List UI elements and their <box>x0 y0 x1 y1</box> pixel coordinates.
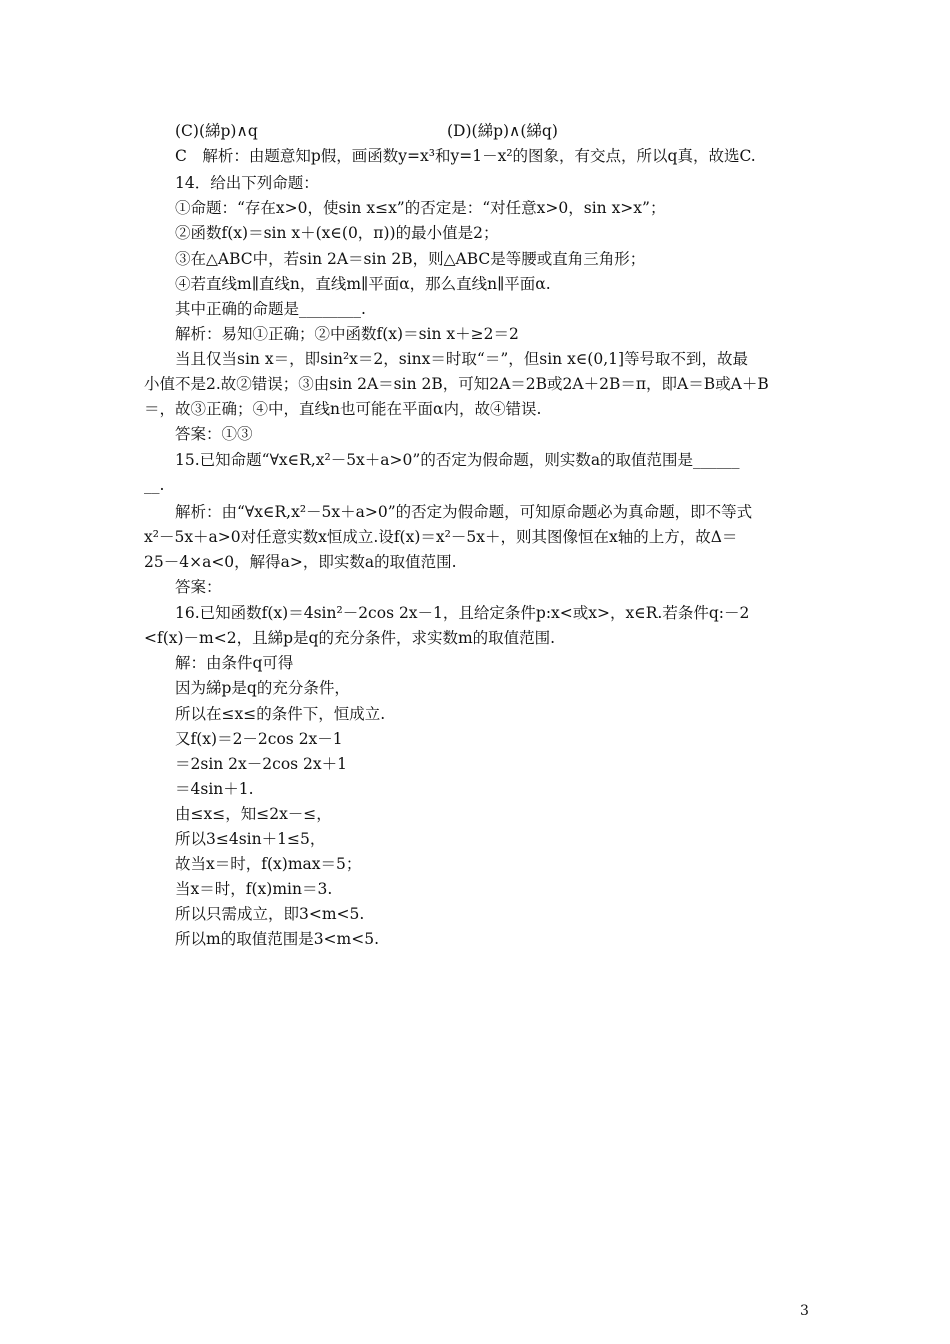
q14-analysis-4: ＝，故③正确；④中，直线n也可能在平面α内，故④错误. <box>144 400 542 418</box>
page-number: 3 <box>800 1303 809 1319</box>
q16-solution-5: ＝2sin 2x－2cos 2x＋1 <box>175 755 348 773</box>
q14-item-4: ④若直线m∥直线n，直线m∥平面α，那么直线n∥平面α. <box>175 275 551 293</box>
q16-solution-12: 所以m的取值范围是3<m<5. <box>175 930 380 948</box>
q14-answer: 答案：①③ <box>175 425 253 443</box>
q16-solution-9: 故当x＝时，f(x)max＝5； <box>175 855 362 873</box>
q15-analysis-3: 25－4×a<0，解得a>，即实数a的取值范围. <box>144 553 457 571</box>
q14-item-1: ①命题：“存在x>0，使sin x≤x”的否定是：“对任意x>0，sin x>x”； <box>175 199 666 217</box>
q14-analysis-3: 小值不是2.故②错误；③由sin 2A＝sin 2B，可知2A＝2B或2A＋2B＝π，即A＝B或A＋B <box>144 375 769 393</box>
q14-analysis-1: 解析：易知①正确；②中函数f(x)＝sin x＋≥2＝2 <box>175 325 519 343</box>
q16-solution-8: 所以3≤4sin＋1≤5， <box>175 830 326 848</box>
q16-solution-6: ＝4sin＋1. <box>175 780 254 798</box>
q16-solution-3: 所以在≤x≤的条件下，恒成立. <box>175 705 386 723</box>
q16-solution-4: 又f(x)＝2－2cos 2x－1 <box>175 730 343 748</box>
q16-solution-2: 因为綈p是q的充分条件， <box>175 679 350 697</box>
option-c: (C)(綈p)∧q <box>175 122 258 140</box>
option-d: (D)(綈p)∧(綈q) <box>447 122 558 140</box>
q14-stem: 14．给出下列命题： <box>175 174 319 192</box>
q16-solution-7: 由≤x≤，知≤2x－≤， <box>175 805 332 823</box>
q14-item-3: ③在△ABC中，若sin 2A＝sin 2B，则△ABC是等腰或直角三角形； <box>175 250 646 268</box>
q13-solution: C 解析：由题意知p假，画函数y=x³和y=1－x²的图象，有交点，所以q真，故选C. <box>175 147 756 165</box>
q15-analysis-1: 解析：由“∀x∈R,x²－5x＋a>0”的否定为假命题，可知原命题必为真命题，即不等式 <box>175 503 753 521</box>
q14-ask: 其中正确的命题是________. <box>175 300 366 318</box>
q14-analysis-2: 当且仅当sin x＝，即sin²x＝2，sinx＝时取“＝”，但sin x∈(0,1]等号取不到，故最 <box>175 350 749 368</box>
q15-analysis-2: x²－5x＋a>0对任意实数x恒成立.设f(x)＝x²－5x＋，则其图像恒在x轴的上方，故Δ＝ <box>144 528 738 546</box>
q15-stem-1: 15.已知命题“∀x∈R,x²－5x＋a>0”的否定为假命题，则实数a的取值范围是______ <box>175 451 740 469</box>
q16-stem-2: <f(x)－m<2，且綈p是q的充分条件，求实数m的取值范围. <box>144 629 556 647</box>
q16-stem-1: 16.已知函数f(x)＝4sin²－2cos 2x－1，且给定条件p:x<或x>，x∈R.若条件q:－2 <box>175 604 750 622</box>
q16-solution-11: 所以只需成立，即3<m<5. <box>175 905 365 923</box>
q15-stem-2: __. <box>144 476 165 494</box>
q16-solution-10: 当x＝时，f(x)min＝3. <box>175 880 333 898</box>
q14-item-2: ②函数f(x)＝sin x＋(x∈(0，π))的最小值是2； <box>175 224 499 242</box>
q16-solution-1: 解：由条件q可得 <box>175 654 294 672</box>
q15-answer: 答案： <box>175 578 222 596</box>
